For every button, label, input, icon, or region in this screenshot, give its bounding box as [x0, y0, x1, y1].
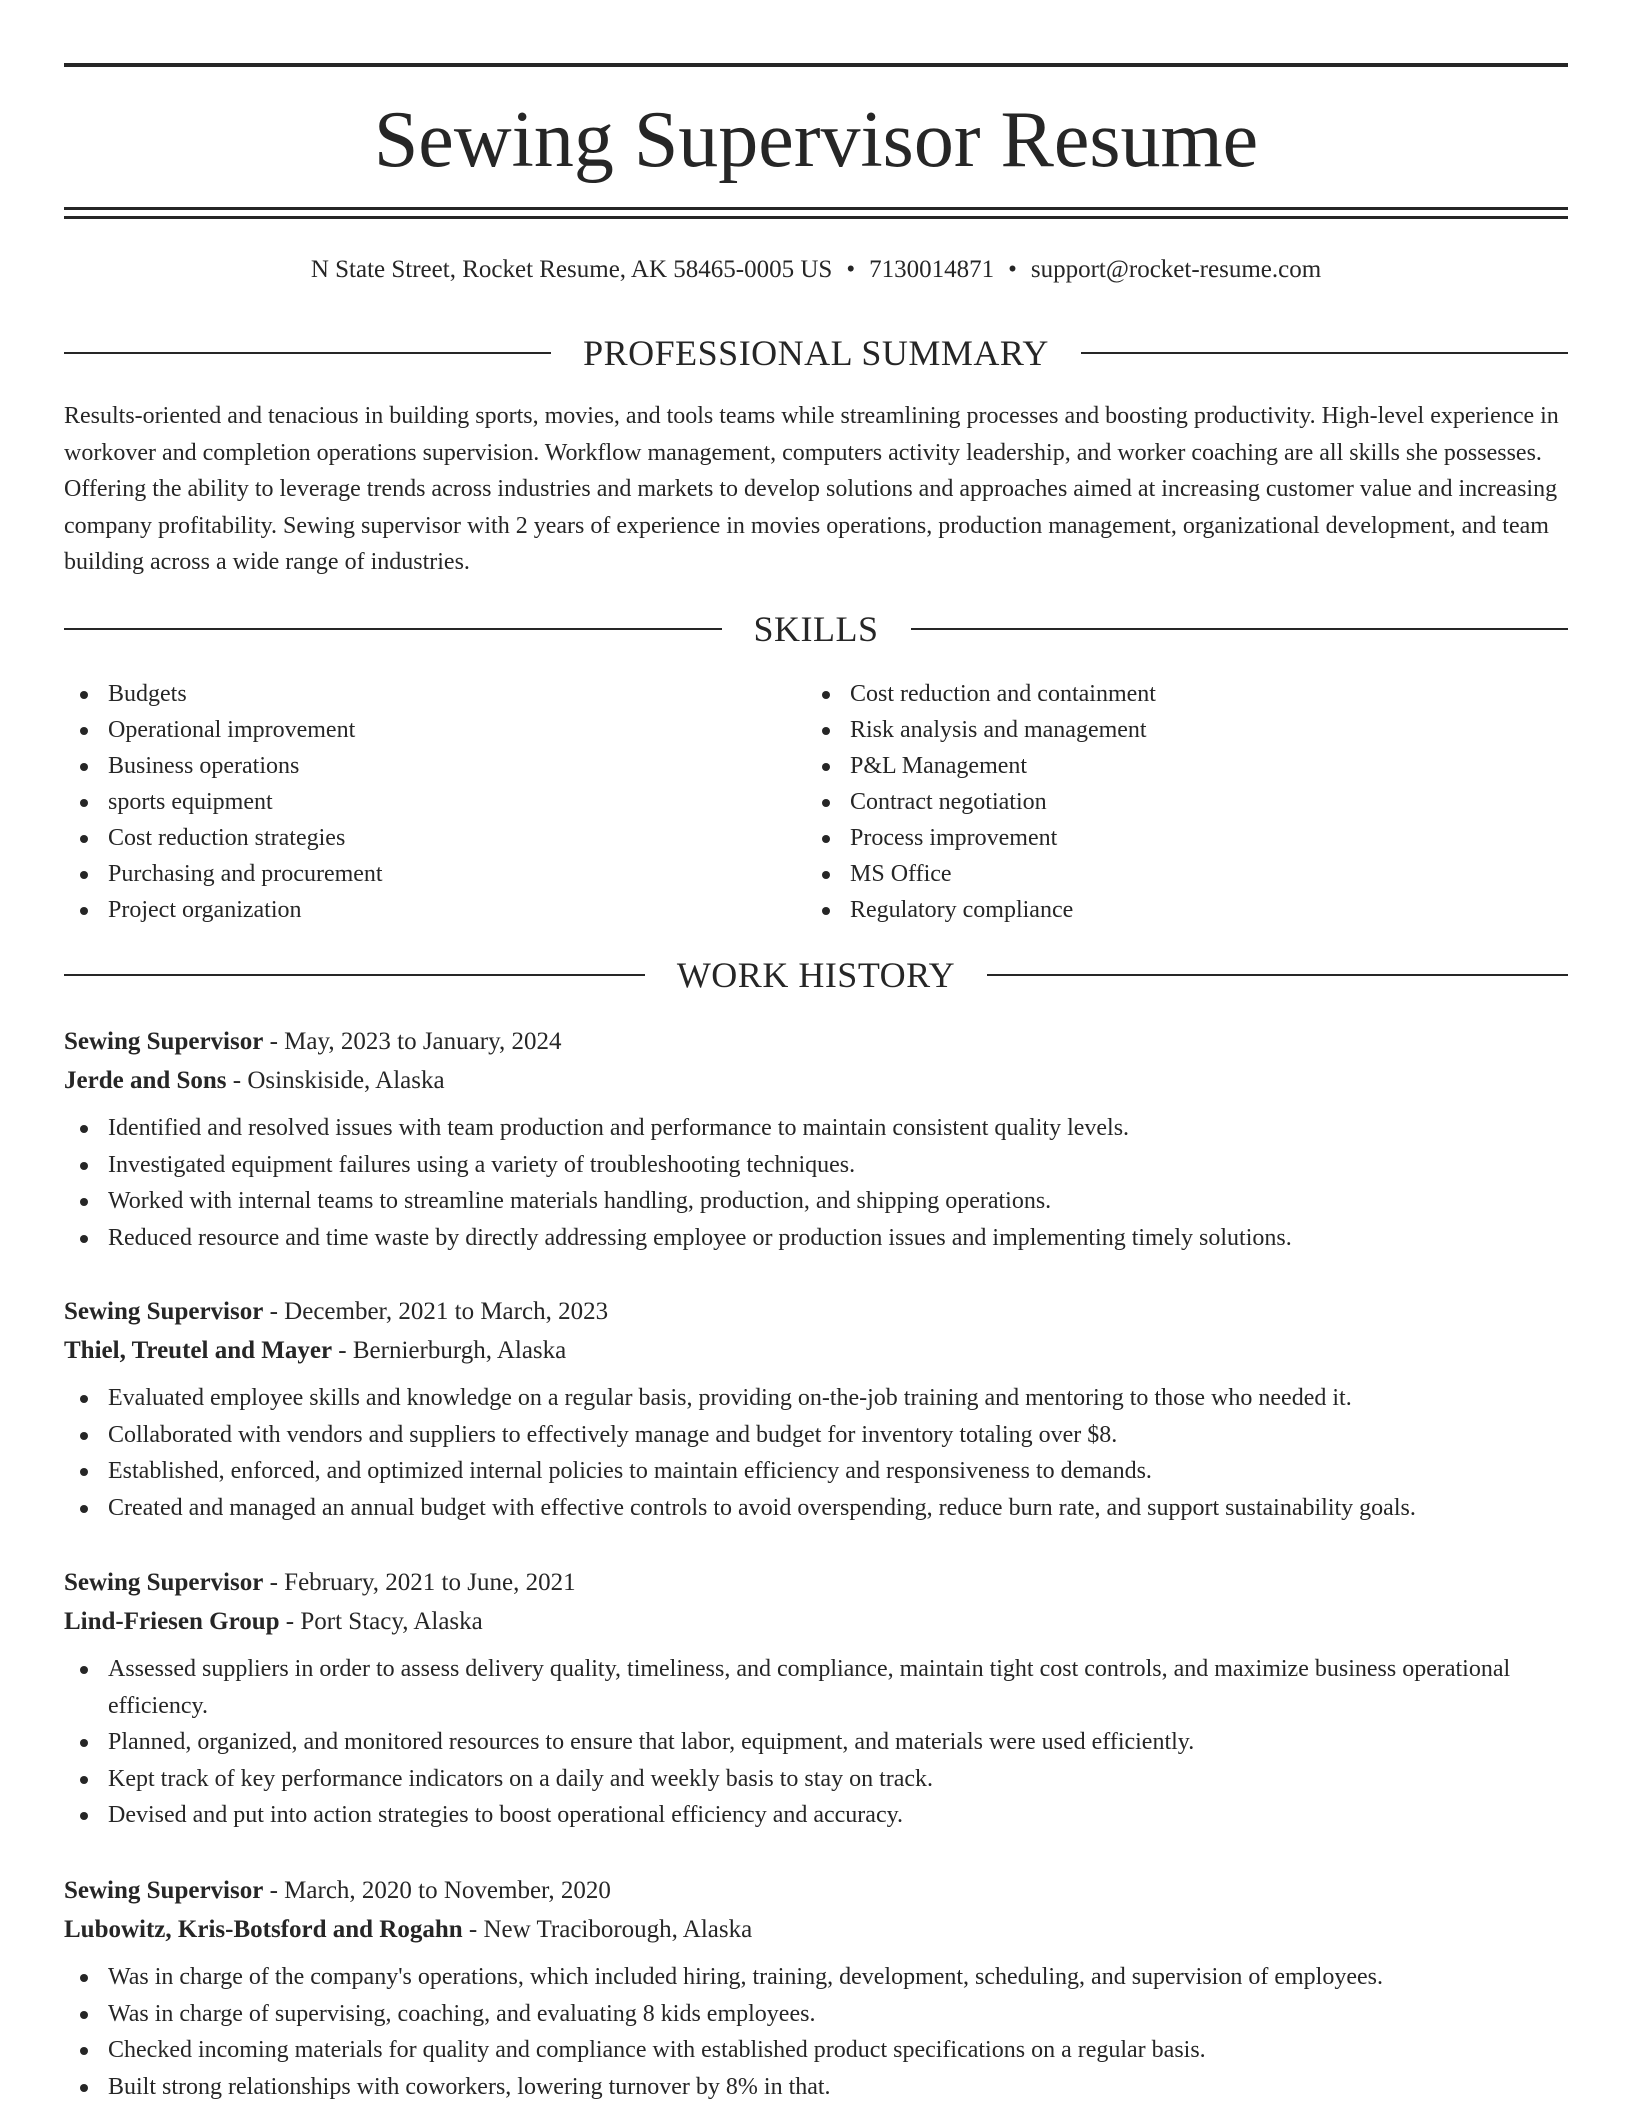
job-bullet: Kept track of key performance indicators on a daily and weekly basis to stay on track.	[64, 1761, 1568, 1798]
skills-column-right	[806, 676, 1548, 928]
job-entry	[64, 1292, 1568, 1526]
job-title-line	[64, 1022, 1568, 1061]
skill-item: Cost reduction strategies	[64, 820, 806, 856]
job-bullet: Evaluated employee skills and knowledge on a regular basis, providing on-the-job training and mentoring to those who needed it.	[64, 1380, 1568, 1417]
job-title: Sewing Supervisor	[64, 1028, 264, 1055]
job-dates: February, 2021 to June, 2021	[284, 1569, 576, 1596]
skills-list	[64, 676, 1568, 928]
job-company: Lind-Friesen Group	[64, 1608, 280, 1635]
job-dash: -	[263, 1569, 285, 1596]
job-dash: -	[263, 1877, 285, 1904]
job-company-line	[64, 1602, 1568, 1641]
job-bullet: Devised and put into action strategies to boost operational efficiency and accuracy.	[64, 1797, 1568, 1834]
skill-item: P&L Management	[806, 748, 1548, 784]
job-bullet: Reduced resource and time waste by directly addressing employee or production issues and implementing timely solutions.	[64, 1220, 1568, 1257]
job-company: Lubowitz, Kris-Botsford and Rogahn	[64, 1916, 463, 1943]
header-top-rule	[64, 63, 1568, 67]
job-bullet: Checked incoming materials for quality and compliance with established product specifications on a regular basis.	[64, 2032, 1568, 2069]
heading-rule-left	[64, 352, 551, 354]
header-bottom-rule-2	[64, 216, 1568, 219]
contact-separator: •	[1008, 256, 1017, 283]
skill-item: Contract negotiation	[806, 784, 1548, 820]
job-title-line	[64, 1563, 1568, 1602]
contact-separator: •	[846, 256, 856, 283]
job-bullet: Assessed suppliers in order to assess delivery quality, timeliness, and compliance, maintain tight cost controls, and maximize business operational efficiency.	[64, 1651, 1568, 1724]
job-entry	[64, 1871, 1568, 2105]
job-bullet: Established, enforced, and optimized internal policies to maintain efficiency and responsiveness to demands.	[64, 1453, 1568, 1490]
job-bullets	[64, 1651, 1568, 1834]
work-history-heading	[64, 953, 1568, 997]
job-company: Thiel, Treutel and Mayer	[64, 1337, 333, 1364]
job-dash: -	[226, 1067, 248, 1094]
job-dash: -	[263, 1028, 285, 1055]
job-title-line	[64, 1871, 1568, 1910]
job-location: Port Stacy, Alaska	[300, 1608, 483, 1635]
skill-item: Risk analysis and management	[806, 712, 1548, 748]
job-title: Sewing Supervisor	[64, 1569, 264, 1596]
job-location: Osinskiside, Alaska	[247, 1067, 445, 1094]
skill-item: Operational improvement	[64, 712, 806, 748]
job-entry	[64, 1563, 1568, 1834]
job-company-line	[64, 1061, 1568, 1100]
job-bullet: Identified and resolved issues with team production and performance to maintain consistent quality levels.	[64, 1110, 1568, 1147]
job-company-line	[64, 1910, 1568, 1949]
skill-item: Cost reduction and containment	[806, 676, 1548, 712]
job-entry	[64, 1022, 1568, 1256]
job-bullet: Created and managed an annual budget with effective controls to avoid overspending, reduce burn rate, and support sustainability goals.	[64, 1490, 1568, 1527]
job-location: Bernierburgh, Alaska	[352, 1337, 567, 1364]
job-company-line	[64, 1331, 1568, 1370]
job-dash: -	[279, 1608, 301, 1635]
job-title: Sewing Supervisor	[64, 1298, 264, 1325]
heading-rule-left	[64, 974, 645, 976]
job-bullet: Was in charge of supervising, coaching, and evaluating 8 kids employees.	[64, 1996, 1568, 2033]
work-history-heading-text: WORK HISTORY	[676, 955, 956, 995]
job-dash: -	[332, 1337, 353, 1364]
job-dates: March, 2020 to November, 2020	[284, 1877, 611, 1904]
heading-rule-right	[1081, 352, 1568, 354]
job-bullets	[64, 1380, 1568, 1526]
page-title: Sewing Supervisor Resume	[373, 96, 1259, 184]
job-dash: -	[263, 1298, 285, 1325]
skill-item: Project organization	[64, 892, 806, 928]
skill-item: Business operations	[64, 748, 806, 784]
job-bullet: Worked with internal teams to streamline materials handling, production, and shipping operations.	[64, 1183, 1568, 1220]
heading-rule-right	[987, 974, 1568, 976]
job-dash: -	[462, 1916, 484, 1943]
skills-column-left	[64, 676, 806, 928]
contact-address: N State Street, Rocket Resume, AK 58465-0005 US	[310, 256, 833, 283]
skill-item: Regulatory compliance	[806, 892, 1548, 928]
job-bullet: Collaborated with vendors and suppliers to effectively manage and budget for inventory totaling over $8.	[64, 1417, 1568, 1454]
skill-item: Process improvement	[806, 820, 1548, 856]
job-bullet: Planned, organized, and monitored resources to ensure that labor, equipment, and materials were used efficiently.	[64, 1724, 1568, 1761]
heading-rule-left	[64, 628, 722, 630]
skill-item: sports equipment	[64, 784, 806, 820]
contact-email: support@rocket-resume.com	[1030, 256, 1322, 283]
job-bullets	[64, 1959, 1568, 2105]
job-bullet: Was in charge of the company's operations, which included hiring, training, development, scheduling, and supervision of employees.	[64, 1959, 1568, 1996]
job-bullet: Investigated equipment failures using a variety of troubleshooting techniques.	[64, 1147, 1568, 1184]
job-title-line	[64, 1292, 1568, 1331]
heading-rule-right	[911, 628, 1569, 630]
skills-heading	[64, 607, 1568, 651]
contact-phone: 7130014871	[869, 256, 995, 283]
job-location: New Traciborough, Alaska	[483, 1916, 753, 1943]
summary-heading	[64, 331, 1568, 375]
job-dates: May, 2023 to January, 2024	[284, 1028, 562, 1055]
job-dates: December, 2021 to March, 2023	[284, 1298, 609, 1325]
skill-item: Budgets	[64, 676, 806, 712]
job-bullet: Built strong relationships with coworkers, lowering turnover by 8% in that.	[64, 2069, 1568, 2106]
job-title: Sewing Supervisor	[64, 1877, 264, 1904]
summary-heading-text: PROFESSIONAL SUMMARY	[583, 333, 1049, 373]
job-bullets	[64, 1110, 1568, 1256]
header-bottom-rule	[64, 207, 1568, 210]
skill-item: MS Office	[806, 856, 1548, 892]
job-company: Jerde and Sons	[64, 1067, 227, 1094]
summary-text: Results-oriented and tenacious in building sports, movies, and tools teams while streamlining processes and boosting productivity. High-level experience in workover and completion operations supervision. Workflow management, computers activity leadership, and worker coaching are all skills she possesses. Offering the ability to leverage trends across industries and markets to develop solutions and approaches aimed at increasing customer value and increasing company profitability. Sewing supervisor with 2 years of experience in movies operations, production management, organizational development, and team building across a wide range of industries.	[64, 403, 1559, 575]
skills-heading-text: SKILLS	[753, 609, 879, 649]
skill-item: Purchasing and procurement	[64, 856, 806, 892]
contact-line	[64, 252, 1568, 288]
